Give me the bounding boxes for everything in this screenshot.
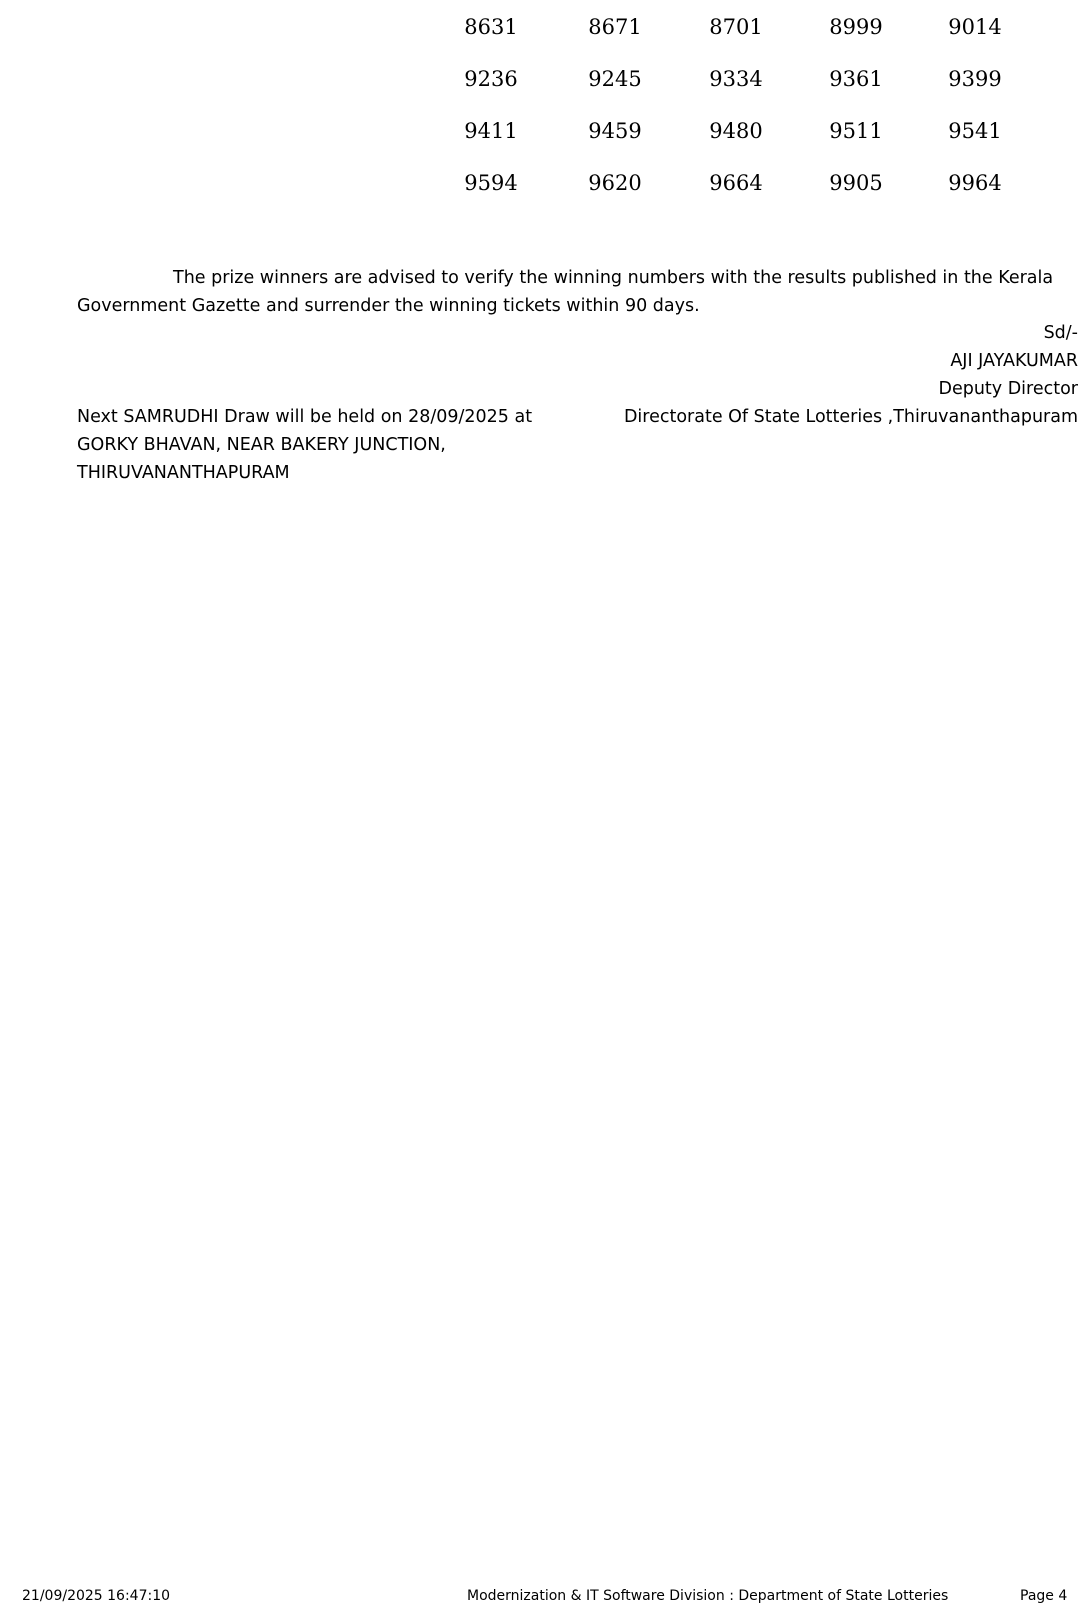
ticket-number: 9620 [588, 171, 642, 195]
ticket-number: 9411 [464, 119, 518, 143]
next-draw-city: THIRUVANANTHAPURAM [77, 463, 290, 483]
number-row [0, 170, 1086, 222]
ticket-number: 9236 [464, 67, 518, 91]
ticket-number: 9459 [588, 119, 642, 143]
ticket-number: 8999 [829, 15, 883, 39]
next-draw-line: Next SAMRUDHI Draw will be held on 28/09/2025 at [77, 407, 533, 427]
ticket-number: 9014 [948, 15, 1002, 39]
ticket-number: 9511 [829, 119, 883, 143]
ticket-number: 9245 [588, 67, 642, 91]
signatory-name: AJI JAYAKUMAR [950, 351, 1078, 371]
footer-division: Modernization & IT Software Division : Department of State Lotteries [467, 1588, 949, 1604]
ticket-number: 8701 [709, 15, 763, 39]
ticket-number: 9334 [709, 67, 763, 91]
number-row [0, 118, 1086, 170]
next-draw-notice [77, 403, 597, 487]
ticket-number: 9361 [829, 67, 883, 91]
ticket-number: 9594 [464, 171, 518, 195]
ticket-number: 9399 [948, 67, 1002, 91]
footer-page-number: Page 4 [1020, 1588, 1068, 1604]
ticket-number: 9541 [948, 119, 1002, 143]
number-row [0, 66, 1086, 118]
signatory-designation: Deputy Director [938, 379, 1078, 399]
ticket-number: 8631 [464, 15, 518, 39]
ticket-number: 9664 [709, 171, 763, 195]
signature-mark: Sd/- [1043, 323, 1078, 343]
footer-timestamp: 21/09/2025 16:47:10 [22, 1588, 171, 1604]
ticket-number: 9905 [829, 171, 883, 195]
advisory-paragraph: The prize winners are advised to verify the winning numbers with the results published in the Kerala Government Gazette and surrender the winning tickets within 90 days. [77, 268, 1054, 316]
winning-numbers-table [0, 14, 1086, 222]
ticket-number: 9480 [709, 119, 763, 143]
ticket-number: 8671 [588, 15, 642, 39]
number-row [0, 14, 1086, 66]
ticket-number: 9964 [948, 171, 1002, 195]
signatory-office: Directorate Of State Lotteries ,Thiruvananthapuram [623, 407, 1078, 427]
next-draw-venue: GORKY BHAVAN, NEAR BAKERY JUNCTION, [77, 435, 446, 455]
